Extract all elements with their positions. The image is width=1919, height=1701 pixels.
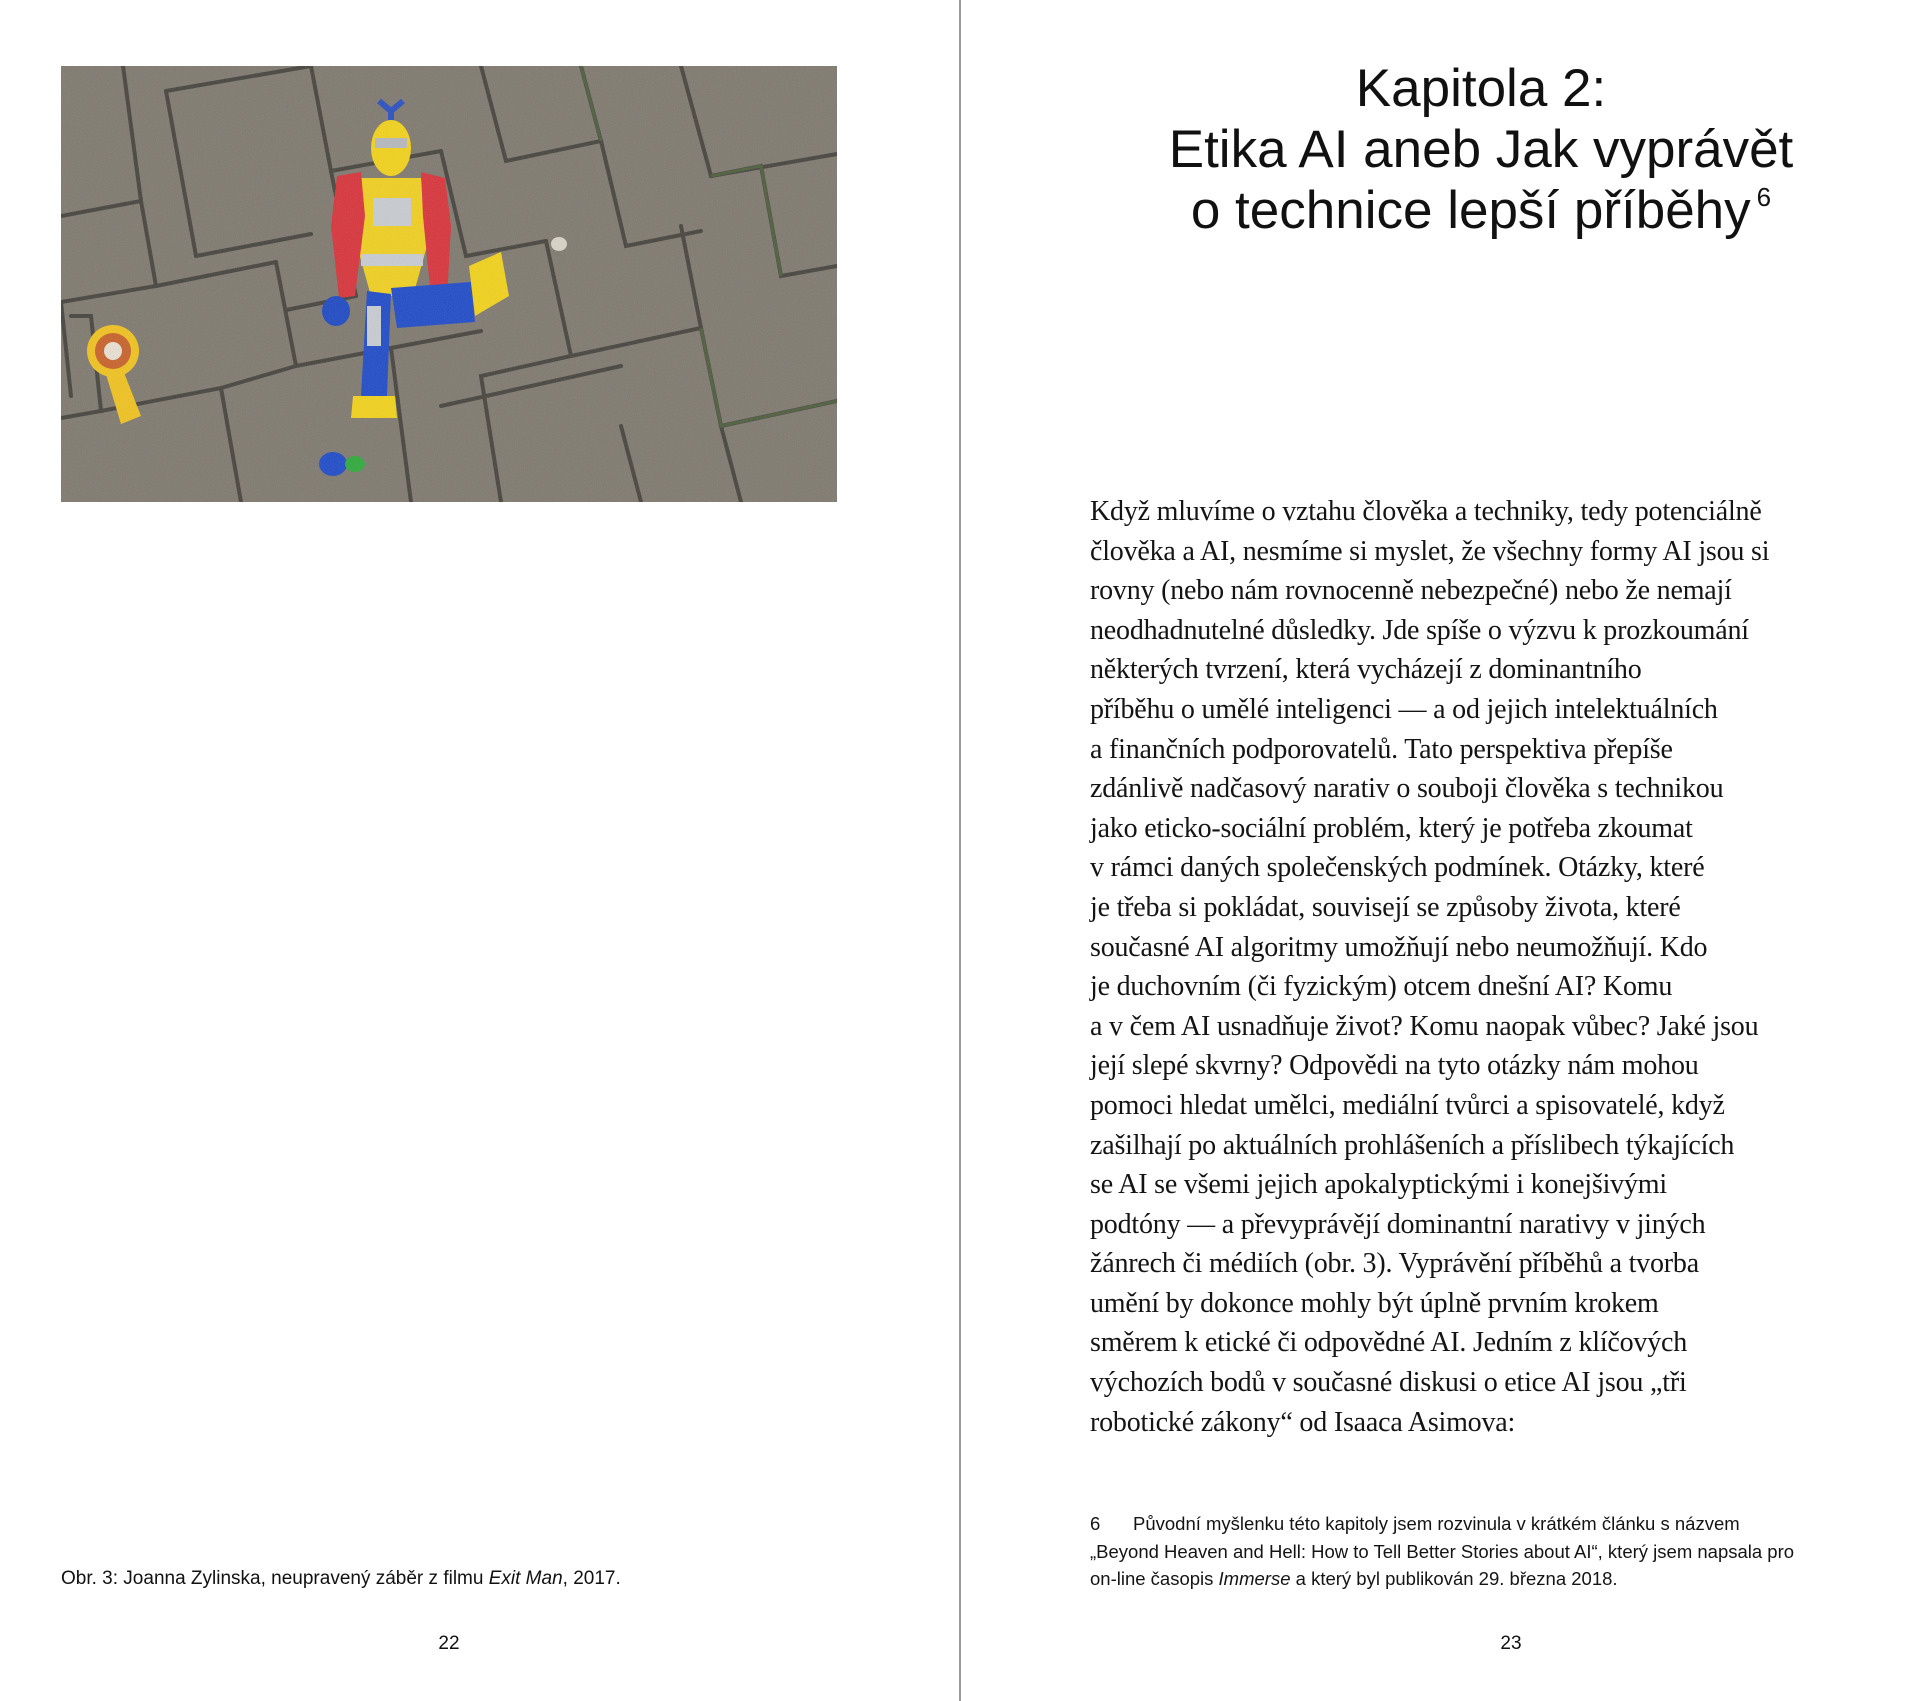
body-line: výchozích bodů v současné diskusi o etice AI jsou „tři bbox=[1090, 1367, 1687, 1399]
body-line: některých tvrzení, která vycházejí z dominantního bbox=[1090, 654, 1642, 686]
body-line: neodhadnutelné důsledky. Jde spíše o výzvu k prozkoumání bbox=[1090, 614, 1749, 646]
body-line: je duchovním (či fyzickým) otcem dnešní AI? Komu bbox=[1090, 971, 1673, 1003]
chapter-title bbox=[1081, 58, 1881, 250]
body-line: se AI se všemi jejich apokalyptickými i konejšivými bbox=[1090, 1169, 1667, 1201]
figure-caption bbox=[61, 1567, 621, 1591]
body-line: příběhu o umělé inteligenci — a od jejich intelektuálních bbox=[1090, 693, 1718, 725]
figure-photo bbox=[61, 66, 837, 502]
body-line: a v čem AI usnadňuje život? Komu naopak vůbec? Jaké jsou bbox=[1090, 1010, 1759, 1042]
left-page bbox=[0, 0, 959, 1701]
body-line: pomoci hledat umělci, mediální tvůrci a spisovatelé, když bbox=[1090, 1089, 1725, 1121]
footnote-text: a který byl publikován 29. března 2018. bbox=[1290, 1568, 1618, 1589]
caption-year: , 2017. bbox=[562, 1568, 621, 1589]
footnote-text: „Beyond Heaven and Hell: How to Tell Better Stories about AI“, který jsem napsala pro bbox=[1090, 1540, 1795, 1562]
body-line: a finančních podporovatelů. Tato perspektiva přepíše bbox=[1090, 733, 1673, 765]
chapter-title-line bbox=[1081, 180, 1881, 250]
body-line: člověka a AI, nesmíme si myslet, že všechny formy AI jsou si bbox=[1090, 535, 1770, 567]
footnote-magazine-title: Immerse bbox=[1218, 1568, 1291, 1589]
body-line: robotické zákony“ od Isaaca Asimova: bbox=[1090, 1406, 1516, 1438]
footnote-number: 6 bbox=[1090, 1513, 1101, 1534]
body-line: umění by dokonce mohly být úplně prvním krokem bbox=[1090, 1287, 1659, 1319]
body-line: jako eticko-sociální problém, který je potřeba zkoumat bbox=[1090, 812, 1693, 844]
footnote-reference[interactable]: 6 bbox=[1756, 182, 1772, 212]
footnote-text: Původní myšlenku této kapitoly jsem rozvinula v krátkém článku s názvem bbox=[1133, 1513, 1740, 1534]
chapter-title-line: Etika AI aneb Jak vyprávět bbox=[1168, 120, 1794, 179]
page-number-left: 22 bbox=[438, 1633, 460, 1654]
body-line: v rámci daných společenských podmínek. Otázky, které bbox=[1090, 852, 1705, 884]
caption-text: Obr. 3: Joanna Zylinska, neupravený záběr z filmu bbox=[61, 1568, 489, 1589]
footnote bbox=[1090, 1510, 1880, 1593]
toy-robot-photo-icon bbox=[61, 66, 837, 502]
right-page bbox=[961, 0, 1919, 1701]
body-line: žánrech či médiích (obr. 3). Vyprávění příběhů a tvorba bbox=[1090, 1248, 1699, 1280]
body-line: zašilhají po aktuálních prohlášeních a příslibech týkajících bbox=[1090, 1129, 1735, 1161]
body-paragraph bbox=[1090, 492, 1880, 1442]
body-line: Když mluvíme o vztahu člověka a techniky, tedy potenciálně bbox=[1090, 496, 1762, 527]
caption-film-title: Exit Man bbox=[488, 1568, 563, 1589]
body-line: její slepé skvrny? Odpovědi na tyto otázky nám mohou bbox=[1090, 1050, 1699, 1082]
footnote-text: on-line časopis bbox=[1090, 1568, 1219, 1589]
chapter-title-text: o technice lepší příběhy bbox=[1190, 181, 1751, 240]
body-line: rovny (nebo nám rovnocenně nebezpečné) nebo že nemají bbox=[1090, 575, 1732, 607]
body-line: je třeba si pokládat, souvisejí se způsoby života, které bbox=[1090, 891, 1681, 923]
chapter-number: Kapitola 2: bbox=[1355, 59, 1607, 118]
body-line: směrem k etické či odpovědné AI. Jedním z klíčových bbox=[1090, 1327, 1688, 1359]
page-number-right: 23 bbox=[1500, 1633, 1522, 1654]
body-line: zdánlivě nadčasový narativ o souboji člověka s technikou bbox=[1090, 773, 1724, 805]
body-line: současné AI algoritmy umožňují nebo neumožňují. Kdo bbox=[1090, 931, 1708, 963]
body-line: podtóny — a převyprávějí dominantní narativy v jiných bbox=[1090, 1208, 1706, 1240]
